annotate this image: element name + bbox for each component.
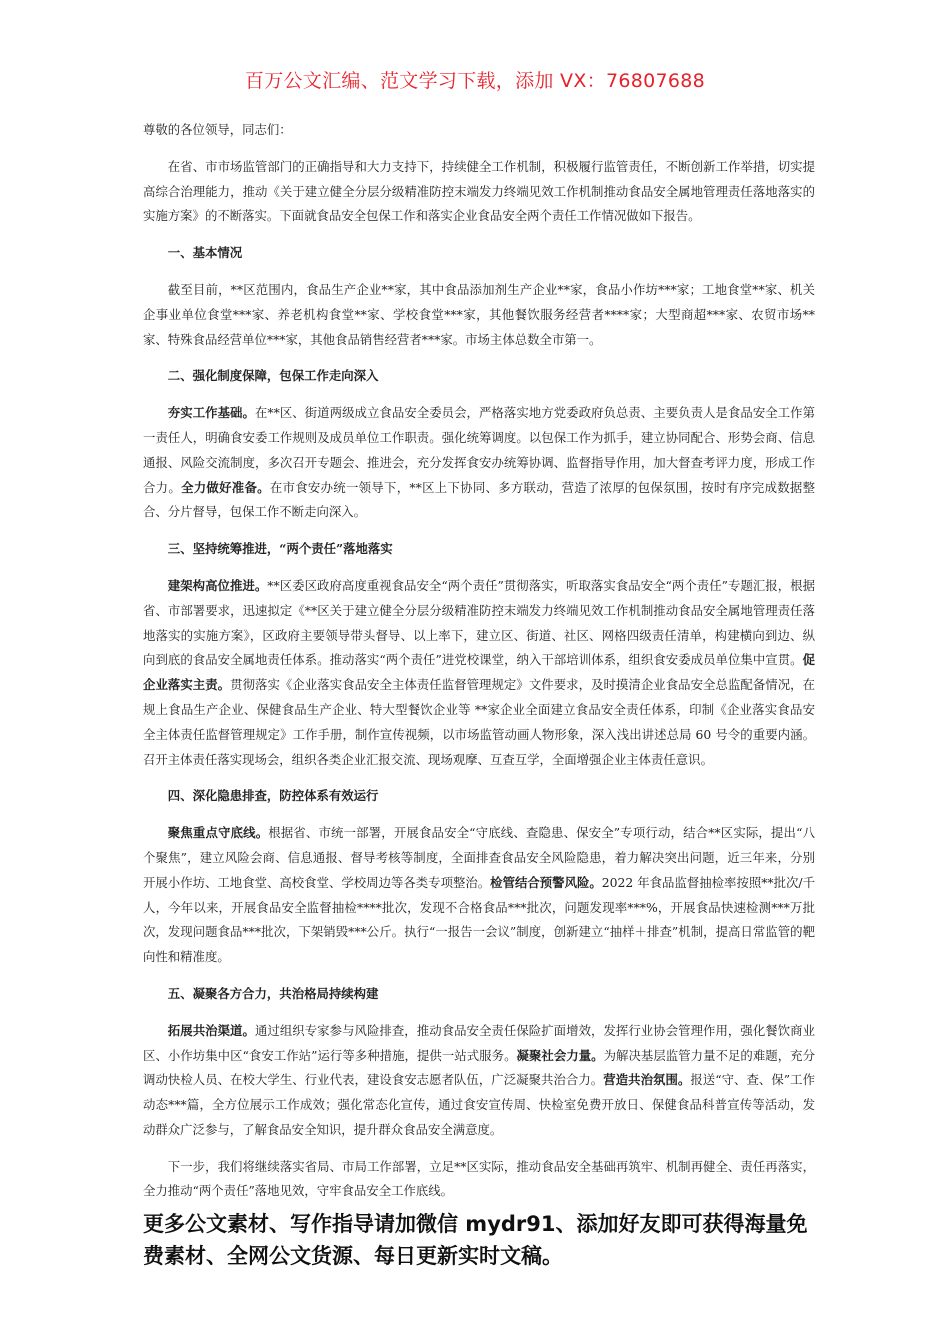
section-3-paragraph [143,574,815,772]
section-5-lead-2: 凝聚社会力量。 [516,1047,604,1063]
footer-promo: 更多公文素材、写作指导请加微信 mydr91、添加好友即可获得海量免费素材、全网公文货源、每日更新实时文稿。 [143,1212,808,1268]
section-2-paragraph [143,401,815,525]
section-3-text-2: 贯彻落实《企业落实食品安全主体责任监督管理规定》文件要求，及时摸清企业食品安全总监配备情况，在规上食品生产企业、保健食品生产企业、特大型餐饮企业等 **家企业全面建立食品安全责任体系，印制《企业落实食品安全主体责任监督管理规定》工作手册，制作宣传视频，以市场监管动画人物形象，深入浅出讲述总局 60 号令的重要内涵。召开主体责任落实现场会，组织各类企业汇报交流、现场观摩、互查互学，全面增强企业主体责任意识。 [143,677,816,767]
header-banner: 百万公文汇编、范文学习下载，添加 VX：76807688 [244,70,706,92]
section-2-text-1: 在**区、街道两级成立食品安全委员会，严格落实地方党委政府负总责、主要负责人是食品安全工作第一责任人，明确食安委工作规则及成员单位工作职责。强化统筹调度。以包保工作为抓手，建立协同配合、形势会商、信息通报、风险交流制度，多次召开专题会、推进会，充分发挥食安办统筹协调、监督指导作用，加大督查考评力度，形成工作合力。 [143,405,816,495]
section-5-lead-3: 营造共治氛围。 [603,1072,691,1088]
section-3-heading: 三、坚持统筹推进，“两个责任”落地落实 [167,541,393,557]
section-5-text-3: 报送“守、查、保”工作动态***篇，全方位展示工作成效；强化常态化宣传，通过食安宣传周、快检室免费开放日、保健食品科普宣传等活动，发动群众广泛参与，了解食品安全知识，提升群众食品安全满意度。 [143,1072,816,1137]
document-body [143,118,815,1204]
section-5-lead-1: 拓展共治渠道。 [167,1022,255,1038]
section-2-lead-1: 夯实工作基础。 [167,405,255,421]
section-2-lead-2: 全力做好准备。 [181,479,270,495]
intro-paragraph: 在省、市市场监管部门的正确指导和大力支持下，持续健全工作机制，积极履行监管责任，不断创新工作举措，切实提高综合治理能力，推动《关于建立健全分层分级精准防控末端发力终端见效工作机制推动食品安全属地管理责任落地落实的实施方案》的不断落实。下面就食品安全包保工作和落实企业食品安全两个责任工作情况做如下报告。 [143,158,815,224]
section-4-paragraph [143,821,815,970]
section-5-heading: 五、凝聚各方合力，共治格局持续构建 [167,985,379,1001]
section-4-lead-1: 聚焦重点守底线。 [167,825,269,841]
greeting: 尊敬的各位领导，同志们： [143,122,292,137]
section-2-heading: 二、强化制度保障，包保工作走向深入 [167,368,379,384]
section-4-text-1: 根据省、市统一部署，开展食品安全“守底线、查隐患、保安全”专项行动，结合**区实际，提出“八个聚焦”，建立风险会商、信息通报、督导考核等制度，全面排查食品安全风险隐患，着力解决突出问题，近三年来，分别开展小作坊、工地食堂、高校食堂、学校周边等各类专项整治。 [143,825,815,890]
section-5-text-2: 为解决基层监管力量不足的难题，充分调动快检人员、在校大学生、行业代表，建设食安志愿者队伍，广泛凝聚共治合力。 [143,1047,816,1088]
section-2-text-2: 在市食安办统一领导下，**区上下协同、多方联动，营造了浓厚的包保氛围，按时有序完成数据整合、分片督导，包保工作不断走向深入。 [143,479,816,520]
section-1-heading: 一、基本情况 [167,245,243,261]
section-3-lead-2: 促企业落实主责。 [143,652,815,693]
section-4-text-2: 2022 年食品监督抽检率按照**批次/千人，今年以来，开展食品安全监督抽检****批次，发现不合格食品***批次，问题发现率***%，开展食品快速检测***万批次，发现问题食品***批次，下架销毁***公斤。执行“一报告一会议”制度，创新建立“抽样＋排查”机制，提高日常监管的靶向性和精准度。 [143,874,816,965]
section-1-paragraph: 截至目前，**区范围内，食品生产企业**家，其中食品添加剂生产企业**家，食品小作坊***家；工地食堂**家、机关企事业单位食堂***家、养老机构食堂**家、学校食堂***家，其他餐饮服务经营者****家；大型商超***家、农贸市场**家、特殊食品经营单位***家，其他食品销售经营者***家。市场主体总数全市第一。 [143,281,815,347]
section-4-lead-2: 检管结合预警风险。 [490,874,602,890]
section-5-paragraph [143,1019,815,1143]
closing-paragraph: 下一步，我们将继续落实省局、市局工作部署，立足**区实际，推动食品安全基础再筑牢、机制再健全、责任再落实，全力推动“两个责任”落地见效，守牢食品安全工作底线。 [143,1158,815,1199]
section-5-text-1: 通过组织专家参与风险排查，推动食品安全责任保险扩面增效，发挥行业协会管理作用，强化餐饮商业区、小作坊集中区“食安工作站”运行等多种措施，提供一站式服务。 [143,1022,816,1063]
section-3-text-1: **区委区政府高度重视食品安全“两个责任”贯彻落实，听取落实食品安全“两个责任”专题汇报，根据省、市部署要求，迅速拟定《**区关于建立健全分层分级精准防控末端发力终端见效工作机制推动食品安全属地管理责任落地落实的实施方案》，区政府主要领导带头督导、以上率下，建立区、街道、社区、网格四级责任清单，构建横向到边、纵向到底的食品安全属地责任体系。推动落实“两个责任”进党校课堂，纳入干部培训体系，组织食安委成员单位集中宣贯。 [143,577,816,668]
section-3-lead-1: 建架构高位推进。 [167,577,268,593]
section-4-heading: 四、深化隐患排查，防控体系有效运行 [167,788,379,804]
